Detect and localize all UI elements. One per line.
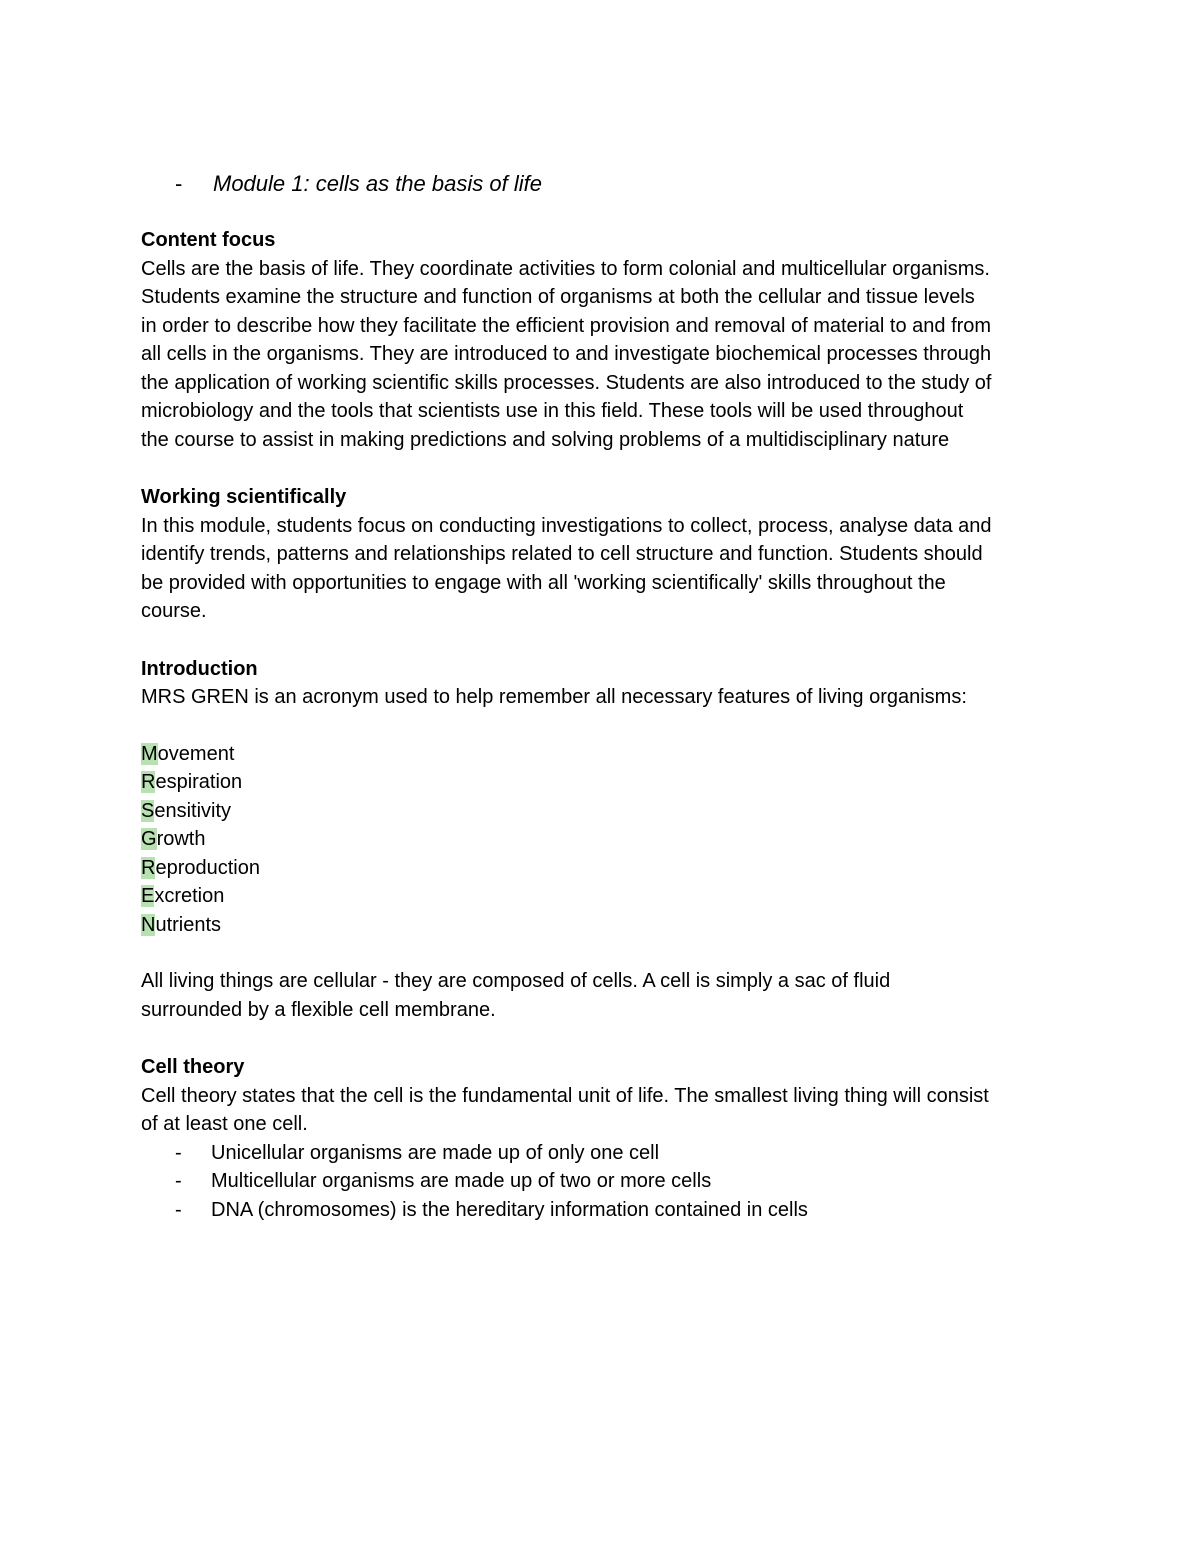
paragraph-line: All living things are cellular - they are composed of cells. A cell is simply a sac of fluid <box>141 970 891 992</box>
bullet-text: DNA (chromosomes) is the hereditary information contained in cells <box>211 1198 808 1221</box>
highlighted-letter: M <box>141 742 158 765</box>
paragraph-line: microbiology and the tools that scientists use in this field. These tools will be used throughout <box>141 400 964 422</box>
module-title-line <box>141 168 1071 200</box>
bullet-dash: - <box>175 1141 182 1164</box>
mrs-gren-list <box>141 740 1071 940</box>
list-item <box>141 854 1071 883</box>
list-item <box>141 882 1071 911</box>
paragraph-line: In this module, students focus on conducting investigations to collect, process, analyse data and <box>141 514 992 537</box>
cell-theory-heading: Cell theory <box>141 1056 245 1078</box>
item-rest: espiration <box>155 771 243 793</box>
item-rest: xcretion <box>154 885 225 907</box>
cellular-paragraph <box>141 967 1071 1024</box>
paragraph-line: all cells in the organisms. They are introduced to and investigate biochemical processes through <box>141 343 992 365</box>
item-rest: ovement <box>157 742 235 765</box>
highlighted-letter: N <box>141 913 156 936</box>
paragraph-line: identify trends, patterns and relationships related to cell structure and function. Students should <box>141 543 983 565</box>
bullet-dash: - <box>175 1198 182 1221</box>
content-focus-heading: Content focus <box>141 229 276 251</box>
document-page <box>141 168 1071 1224</box>
bullet-item <box>141 1167 1071 1196</box>
list-item <box>141 740 1071 769</box>
content-focus-section <box>141 226 1071 454</box>
highlighted-letter: S <box>141 799 155 822</box>
list-item <box>141 797 1071 826</box>
list-item <box>141 911 1071 940</box>
item-rest: utrients <box>155 913 222 936</box>
introduction-heading: Introduction <box>141 657 258 680</box>
highlighted-letter: G <box>141 828 157 850</box>
module-title: Module 1: cells as the basis of life <box>213 171 542 196</box>
working-scientifically-heading: Working scientifically <box>141 486 347 508</box>
paragraph-line: course. <box>141 600 207 622</box>
highlighted-letter: R <box>141 856 156 879</box>
bullet-item <box>141 1196 1071 1225</box>
bullet-item <box>141 1139 1071 1168</box>
paragraph-line: in order to describe how they facilitate the efficient provision and removal of material to and from <box>141 314 992 337</box>
bullet-text: Unicellular organisms are made up of only one cell <box>211 1141 660 1164</box>
introduction-text: MRS GREN is an acronym used to help remember all necessary features of living organisms: <box>141 686 967 708</box>
paragraph-line: of at least one cell. <box>141 1113 308 1135</box>
paragraph-line: Cells are the basis of life. They coordinate activities to form colonial and multicellular organisms. <box>141 257 990 280</box>
highlighted-letter: R <box>141 771 156 793</box>
bullet-text: Multicellular organisms are made up of two or more cells <box>211 1170 712 1192</box>
item-rest: eproduction <box>155 856 260 879</box>
paragraph-line: Students examine the structure and function of organisms at both the cellular and tissue levels <box>141 286 975 308</box>
list-item <box>141 768 1071 797</box>
bullet-dash: - <box>175 1170 182 1192</box>
working-scientifically-section <box>141 483 1071 626</box>
list-item <box>141 825 1071 854</box>
highlighted-letter: E <box>141 885 155 907</box>
paragraph-line: the application of working scientific skills processes. Students are also introduced to the study of <box>141 371 992 394</box>
paragraph-line: the course to assist in making predictions and solving problems of a multidisciplinary nature <box>141 428 950 451</box>
paragraph-line: be provided with opportunities to engage with all 'working scientifically' skills throughout the <box>141 571 946 594</box>
introduction-section <box>141 655 1071 1025</box>
item-rest: ensitivity <box>154 799 232 822</box>
paragraph-line: surrounded by a flexible cell membrane. <box>141 998 496 1021</box>
paragraph-line: Cell theory states that the cell is the fundamental unit of life. The smallest living thing will consist <box>141 1084 989 1107</box>
cell-theory-section <box>141 1053 1071 1224</box>
item-rest: rowth <box>156 828 206 850</box>
bullet-dash: - <box>175 171 183 196</box>
